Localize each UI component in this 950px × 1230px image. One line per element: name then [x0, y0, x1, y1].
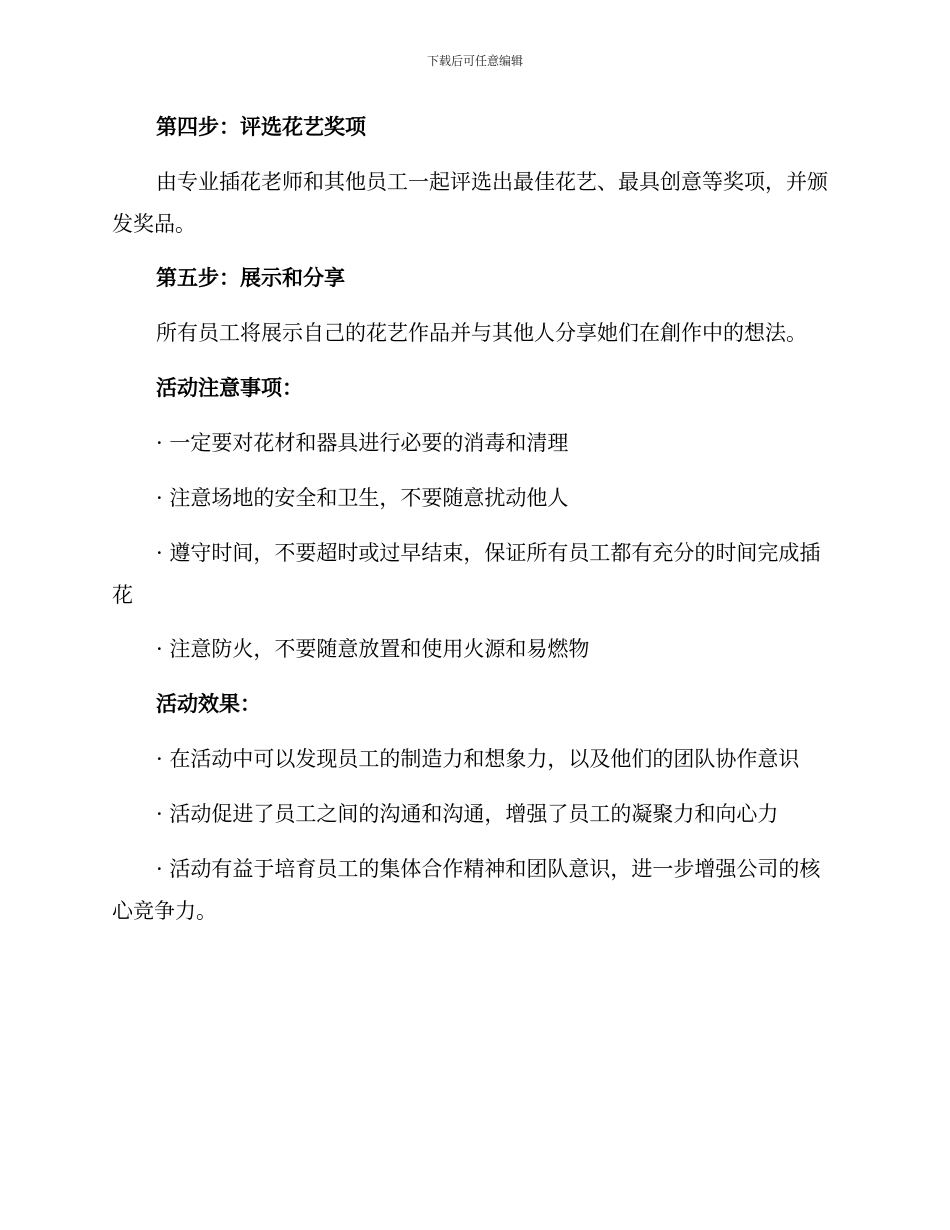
- page-header: 下载后可任意编辑: [426, 54, 523, 68]
- effects-heading: 活动效果：: [156, 691, 261, 716]
- effect-item: · 在活动中可以发现员工的制造力和想象力，以及他们的团队协作意识: [156, 747, 800, 771]
- step-five-heading: 第五步：展示和分享: [156, 265, 345, 290]
- precautions-heading: 活动注意事项：: [156, 375, 303, 400]
- step-four-heading: 第四步：评选花艺奖项: [156, 114, 366, 139]
- precaution-item: · 遵守时间，不要超时或过早结束，保证所有员工都有充分的时间完成插花: [112, 541, 821, 607]
- step-four-paragraph: 由专业插花老师和其他员工一起评选出最佳花艺、最具创意等奖项，并颁发奖品。: [112, 170, 828, 236]
- precaution-item: · 注意场地的安全和卫生，不要随意扰动他人: [156, 486, 569, 510]
- step-five-paragraph: 所有员工将展示自己的花艺作品并与其他人分享她们在創作中的想法。: [156, 321, 807, 345]
- effect-item: · 活动有益于培育员工的集体合作精神和团队意识，进一步增强公司的核心竞争力。: [112, 857, 821, 923]
- effect-item: · 活动促进了员工之间的沟通和沟通，增强了员工的凝聚力和向心力: [156, 802, 779, 826]
- precaution-item: · 注意防火，不要随意放置和使用火源和易燃物: [156, 637, 590, 661]
- precaution-item: · 一定要对花材和器具进行必要的消毒和清理: [156, 431, 569, 455]
